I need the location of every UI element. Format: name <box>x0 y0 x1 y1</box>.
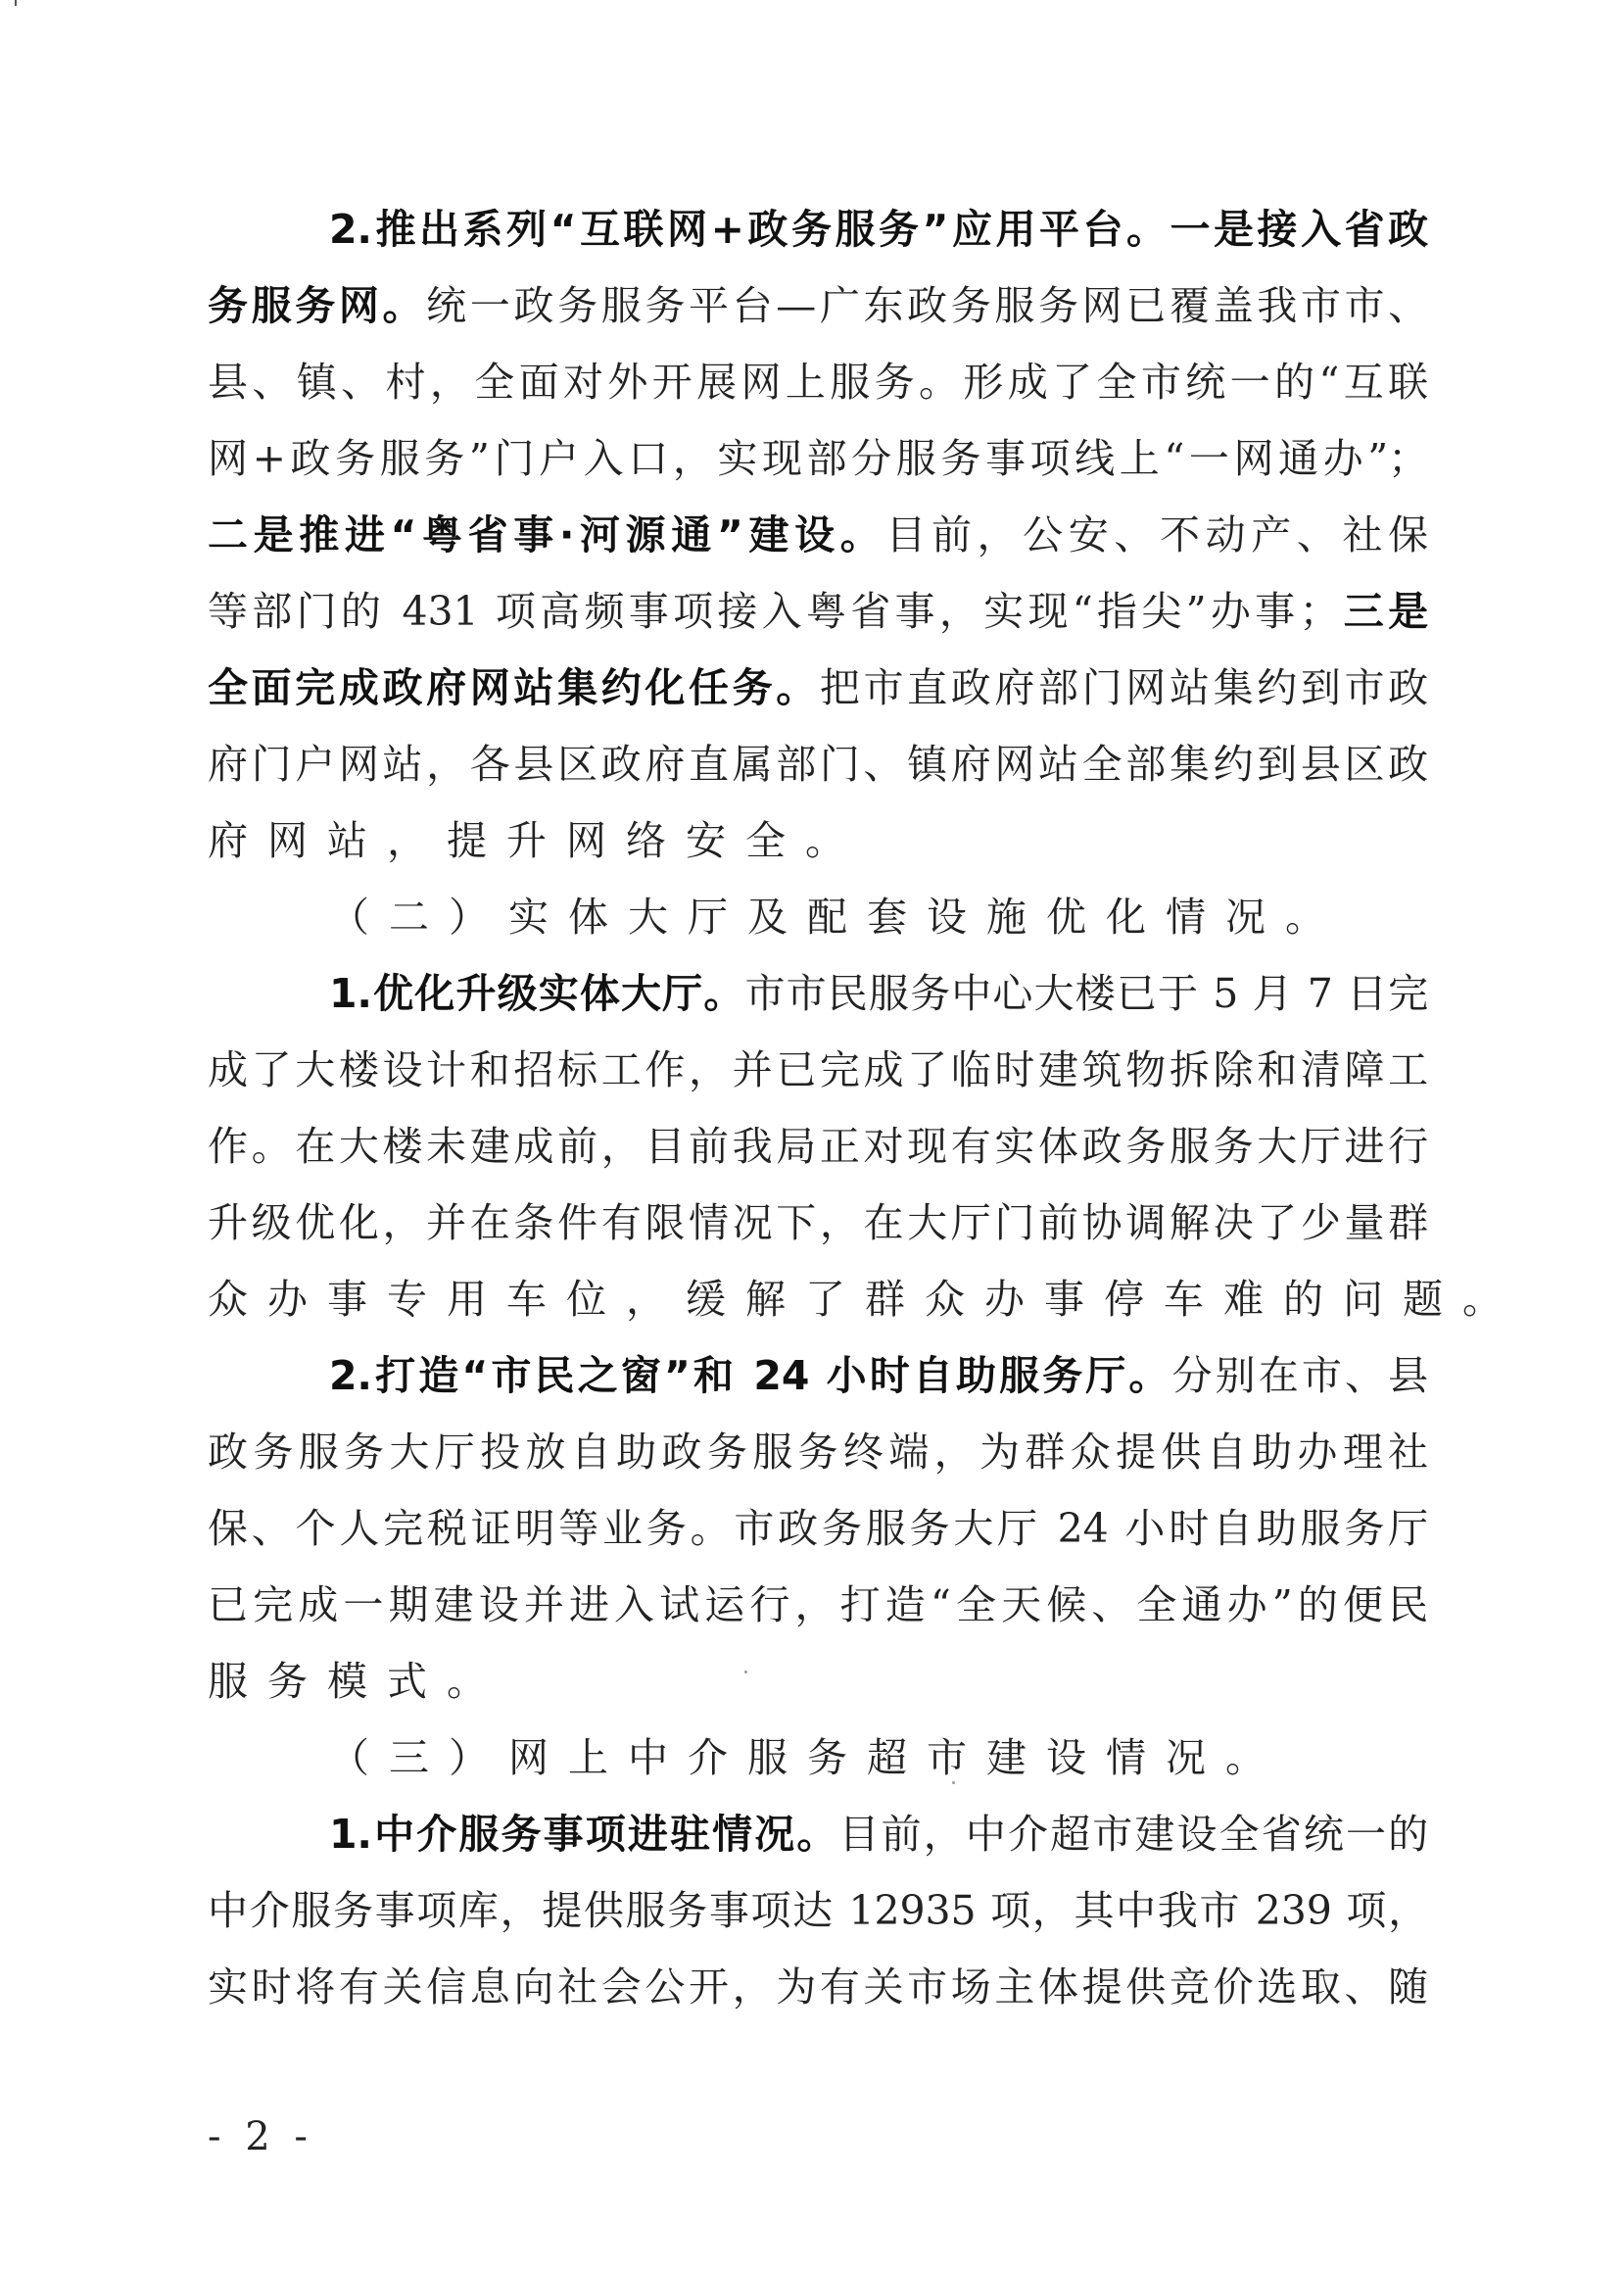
text-line <box>208 420 1428 497</box>
text-line <box>208 726 1428 802</box>
bold-text-run: 一是接入省政 <box>1170 206 1428 253</box>
bold-text-run: 1.中介服务事项进驻情况。 <box>329 1811 839 1858</box>
text-run: 实时将有关信息向社会公开，为有关市场主体提供竞价选取、随 <box>208 1963 1428 2011</box>
text-run: 服务模式。 <box>208 1658 506 1705</box>
text-line <box>208 650 1428 726</box>
text-run: 市市民服务中心大楼已于 5 月 7 日完 <box>744 970 1428 1017</box>
page-number: - 2 - <box>208 2114 313 2159</box>
text-line <box>208 1567 1428 1643</box>
text-run: 已完成一期建设并进入试运行，打造“全天候、全通办”的便民 <box>208 1581 1428 1628</box>
text-line <box>208 1872 1428 1949</box>
text-run: 政务服务大厅投放自助政务服务终端，为群众提供自助办理社 <box>208 1429 1428 1476</box>
text-line <box>208 1490 1428 1567</box>
text-line <box>208 879 1428 955</box>
text-run: 中介服务事项库，提供服务事项达 12935 项，其中我市 239 项， <box>208 1887 1428 1934</box>
text-run: 众办事专用车位，缓解了群众办事停车难的问题。 <box>208 1276 1522 1323</box>
bold-text-run: 2.推出系列“互联网+政务服务”应用平台。 <box>329 206 1170 253</box>
text-line <box>208 267 1428 344</box>
text-run: 成了大楼设计和招标工作，并已完成了临时建筑物拆除和清障工 <box>208 1046 1428 1093</box>
text-run: （三）网上中介服务超市建设情况。 <box>329 1734 1285 1781</box>
text-run: （二）实体大厅及配套设施优化情况。 <box>329 894 1345 941</box>
text-line <box>208 1032 1428 1108</box>
document-body <box>208 191 1522 2025</box>
text-line <box>208 1261 1522 1337</box>
text-line <box>208 573 1428 650</box>
text-run: 分别在市、县 <box>1171 1352 1428 1399</box>
text-line <box>208 1414 1428 1490</box>
text-run: 把市直政府部门网站集约到市政 <box>819 664 1429 711</box>
text-line <box>208 1185 1428 1261</box>
text-run: 作。在大楼未建成前，目前我局正对现有实体政务服务大厅进行 <box>208 1123 1428 1170</box>
text-run: 目前，公安、不动产、社保 <box>885 511 1428 558</box>
text-line <box>208 1949 1428 2025</box>
text-line <box>208 191 1428 267</box>
text-line <box>208 1643 1428 1720</box>
text-line <box>208 1720 1428 1796</box>
text-line <box>208 1796 1428 1872</box>
text-line <box>208 802 1428 879</box>
text-run: 网+政务服务”门户入口，实现部分服务事项线上“一网通办”； <box>208 435 1428 482</box>
text-run: 府门户网站，各县区政府直属部门、镇府网站全部集约到县区政 <box>208 741 1428 788</box>
text-run: 目前，中介超市建设全省统一的 <box>838 1811 1428 1858</box>
bold-text-run: 三是 <box>1339 588 1428 635</box>
text-run: 统一政务服务平台—广东政务服务网已覆盖我市市、 <box>426 282 1428 329</box>
text-line <box>208 497 1428 573</box>
text-run: 等部门的 431 项高频事项接入粤省事，实现“指尖”办事； <box>208 588 1340 635</box>
text-line <box>208 955 1428 1032</box>
text-run: 府网站，提升网络安全。 <box>208 817 865 864</box>
text-line <box>208 1108 1428 1185</box>
text-line <box>208 344 1428 420</box>
text-line <box>208 1337 1428 1414</box>
text-run: 保、个人完税证明等业务。市政务服务大厅 24 小时自助服务厅 <box>208 1505 1428 1552</box>
text-run: 县、镇、村，全面对外开展网上服务。形成了全市统一的“互联 <box>208 359 1428 406</box>
bold-text-run: 务服务网。 <box>208 282 427 329</box>
text-run: 升级优化，并在条件有限情况下，在大厅门前协调解决了少量群 <box>208 1199 1428 1246</box>
scan-artifact <box>15 0 17 6</box>
bold-text-run: 2.打造“市民之窗”和 24 小时自助服务厅。 <box>329 1352 1172 1399</box>
bold-text-run: 全面完成政府网站集约化任务。 <box>208 664 820 711</box>
bold-text-run: 二是推进“粤省事·河源通”建设。 <box>208 511 886 558</box>
bold-text-run: 1.优化升级实体大厅。 <box>329 970 745 1017</box>
